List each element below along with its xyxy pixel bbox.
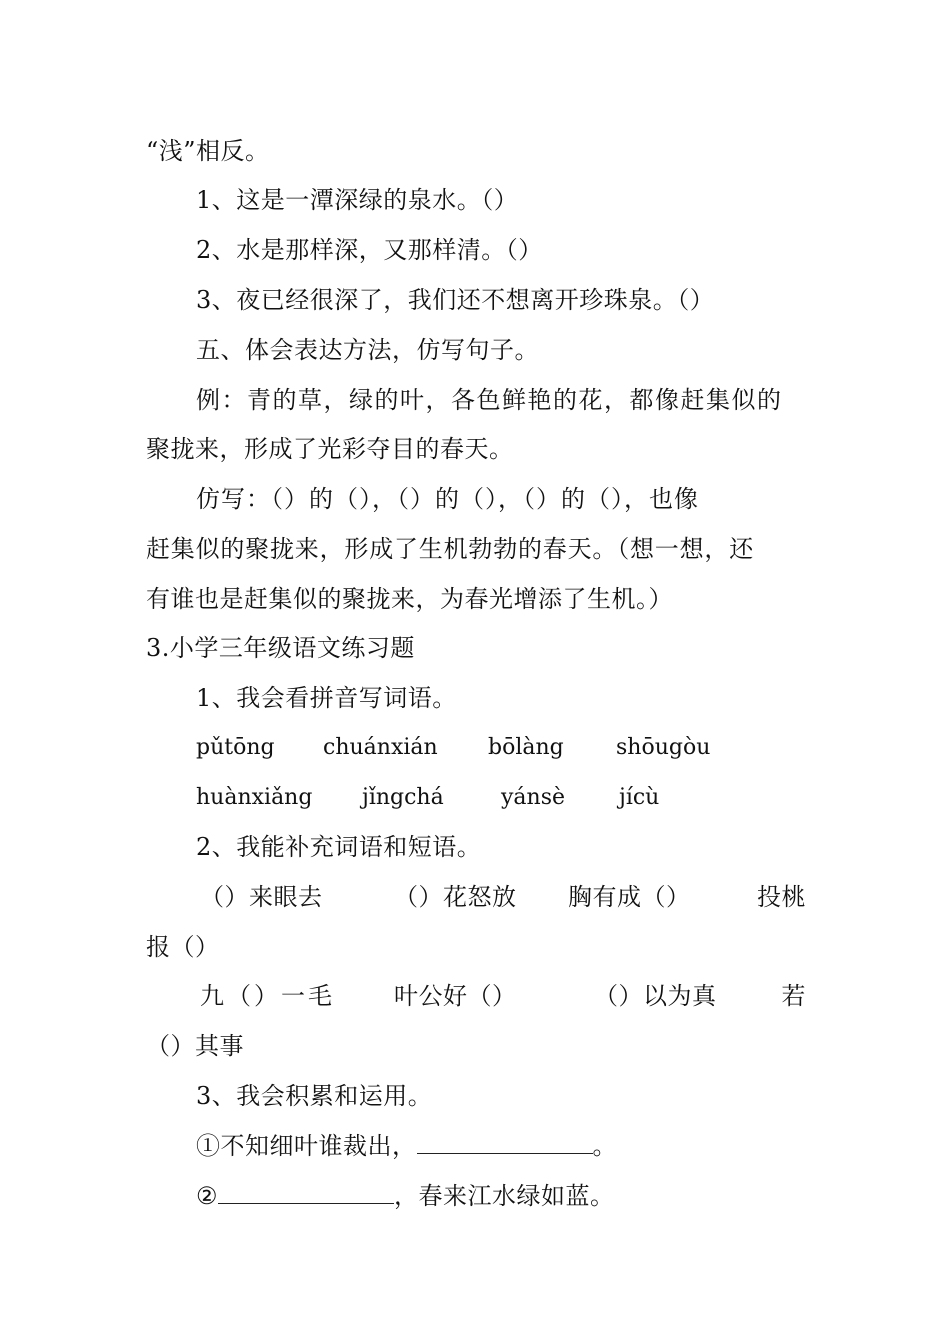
phrase-item: 叶公好（）: [394, 982, 517, 1010]
pinyin-word: yánsè: [501, 785, 566, 810]
phrase-item: 九（）一毛: [200, 982, 335, 1010]
pinyin-word: huànxiǎng: [196, 785, 313, 810]
phrase-row-1-cont: 报（）: [146, 933, 220, 961]
phrase-item: 胸有成（）: [568, 883, 691, 911]
phrase-item: 若: [781, 982, 806, 1010]
fill-blank: [417, 1131, 593, 1154]
poem-text: ①不知细叶谁裁出，: [196, 1132, 417, 1160]
section-heading: 五、体会表达方法，仿写句子。: [196, 336, 539, 364]
example-sentence-cont: 聚拢来，形成了光彩夺目的春天。: [146, 435, 514, 463]
phrase-item: （）花怒放: [394, 883, 517, 911]
imitation-prompt-cont: 赶集似的聚拢来，形成了生机勃勃的春天。（想一想，还: [146, 535, 754, 563]
imitation-prompt-cont2: 有谁也是赶集似的聚拢来，为春光增添了生机。）: [146, 585, 673, 613]
example-sentence: 例：青的草，绿的叶，各色鲜艳的花，都像赶集似的: [196, 386, 783, 414]
poem-text: ，春来江水绿如蓝。: [394, 1182, 615, 1210]
pinyin-word: chuánxián: [323, 735, 438, 760]
task-heading-3: 3、我会积累和运用。: [196, 1082, 433, 1110]
task-heading-2: 2、我能补充词语和短语。: [196, 833, 482, 861]
pinyin-word: bōlàng: [488, 735, 564, 760]
phrase-item: （）以为真: [594, 982, 717, 1010]
exercise-title: 3.小学三年级语文练习题: [146, 634, 415, 662]
poem-text: ②: [196, 1182, 219, 1210]
pinyin-word: pǔtōng: [196, 735, 275, 760]
question-item-1: 1、这是一潭深绿的泉水。（）: [196, 186, 519, 214]
fill-blank: [218, 1181, 394, 1204]
question-item-2: 2、水是那样深，又那样清。（）: [196, 236, 543, 264]
poem-text: 。: [592, 1132, 617, 1160]
poem-line-2: [196, 1181, 806, 1211]
text-line: “浅”相反。: [146, 137, 270, 165]
poem-line-1: [196, 1131, 806, 1161]
pinyin-word: jícù: [619, 785, 660, 810]
pinyin-word: shōugòu: [616, 735, 711, 760]
phrase-row-2-cont: （）其事: [146, 1032, 244, 1060]
phrase-item: 投桃: [757, 883, 806, 911]
imitation-prompt: 仿写：（）的（），（）的（），（）的（），也像: [196, 485, 699, 513]
question-item-3: 3、夜已经很深了，我们还不想离开珍珠泉。（）: [196, 286, 715, 314]
pinyin-word: jǐngchá: [362, 785, 444, 810]
phrase-item: （）来眼去: [200, 883, 323, 911]
task-heading-1: 1、我会看拼音写词语。: [196, 684, 457, 712]
